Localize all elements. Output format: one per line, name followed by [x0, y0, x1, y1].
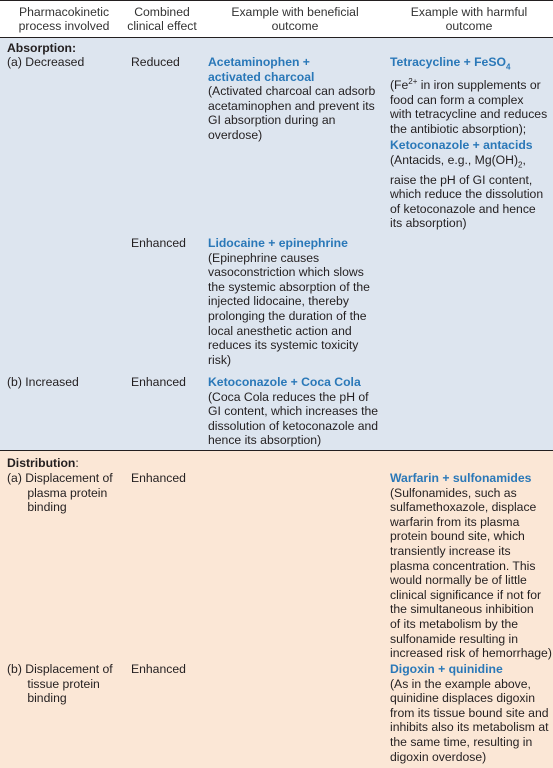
- drug-pair-name: [390, 55, 511, 72]
- header-process: Pharmacokinetic process involved: [18, 5, 110, 33]
- subscript: 4: [505, 62, 511, 72]
- example-acetaminophen-charcoal: [208, 55, 386, 143]
- distribution-tissue-effect: Enhanced: [131, 662, 186, 676]
- absorption-decreased-label: (a) Decreased: [7, 55, 85, 69]
- superscript: 2+: [408, 77, 418, 87]
- absorption-decreased-enhanced-effect: Enhanced: [131, 236, 186, 250]
- absorption-increased-label: (b) Increased: [7, 375, 79, 389]
- drug-pair-name: Lidocaine + epinephrine: [208, 236, 348, 250]
- absorption-section: [0, 38, 553, 451]
- distribution-plasma-effect: Enhanced: [131, 471, 186, 485]
- example-description: (Epinephrine causes vasoconstriction which slows the systemic absorption of the injected lidocaine, thereby prolonging the duration of the local anesthetic action and reduces its systemic toxicity risk): [208, 250, 370, 367]
- subscript: 2: [518, 160, 523, 170]
- example-warfarin-sulfonamides: [390, 471, 552, 661]
- drug-pair-name: Warfarin + sulfonamides: [390, 471, 532, 485]
- header-clinical-effect: Combined clinical effect: [127, 5, 197, 33]
- example-description: (Activated charcoal can adsorb acetaminophen and prevent its GI absorption during an overdose): [208, 84, 376, 142]
- example-tetracycline-feso4: [390, 55, 552, 136]
- example-ketoconazole-coca-cola: [208, 375, 386, 448]
- description-text: (Fe: [390, 78, 409, 93]
- distribution-title-colon: :: [75, 456, 79, 470]
- drug-pair-name: Acetaminophen + activated charcoal: [208, 55, 315, 84]
- drug-pair-name: Digoxin + quinidine: [390, 662, 503, 676]
- drug-pair-text: Tetracycline + FeSO: [390, 55, 506, 69]
- example-digoxin-quinidine: [390, 662, 552, 764]
- example-lidocaine-epinephrine: [208, 236, 386, 367]
- header-beneficial: Example with beneficial outcome: [231, 5, 359, 33]
- description-text: (Antacids, e.g., Mg(OH): [390, 152, 519, 167]
- example-description: (Coca Cola reduces the pH of GI content, which increases the dissolution of ketoconazole and hence its absorption): [208, 389, 379, 448]
- table-header: [0, 0, 553, 38]
- header-harmful: Example with harmful outcome: [410, 5, 528, 33]
- example-description: [390, 153, 552, 231]
- example-description: (Sulfonamides, such as sulfamethoxazole, displace warfarin from its plasma protein bound site, which transiently increase its plasma concentration. This would normally be of little clinical significance if not for the simultaneous inhibition of its metabolism by the sulfonamide resulting in increased risk of hemorrhage): [390, 485, 552, 661]
- example-ketoconazole-antacids: [390, 138, 552, 231]
- description-text: in iron supplements or food can form a complex with tetracycline and reduces the antibiotic absorption);: [390, 78, 548, 136]
- distribution-section: [0, 451, 553, 768]
- distribution-title: [7, 456, 79, 471]
- description-text: , raise the pH of GI content, which reduce the dissolution of ketoconazole and hence its absorption): [390, 152, 544, 231]
- example-description: (As in the example above, quinidine displaces digoxin from its tissue bound site and inhibits also its metabolism at the same time, resulting in digoxin overdose): [390, 676, 549, 764]
- distribution-tissue-label: (b) Displacement of tissue protein binding: [7, 662, 113, 706]
- example-description: [390, 75, 552, 136]
- distribution-title-text: Distribution: [7, 456, 76, 470]
- absorption-decreased-effect: Reduced: [131, 55, 180, 69]
- distribution-plasma-label: (a) Displacement of plasma protein binding: [7, 471, 113, 515]
- absorption-title: Absorption:: [7, 41, 77, 55]
- absorption-increased-effect: Enhanced: [131, 375, 186, 389]
- drug-pair-name: Ketoconazole + Coca Cola: [208, 375, 361, 389]
- drug-pair-name: Ketoconazole + antacids: [390, 138, 533, 152]
